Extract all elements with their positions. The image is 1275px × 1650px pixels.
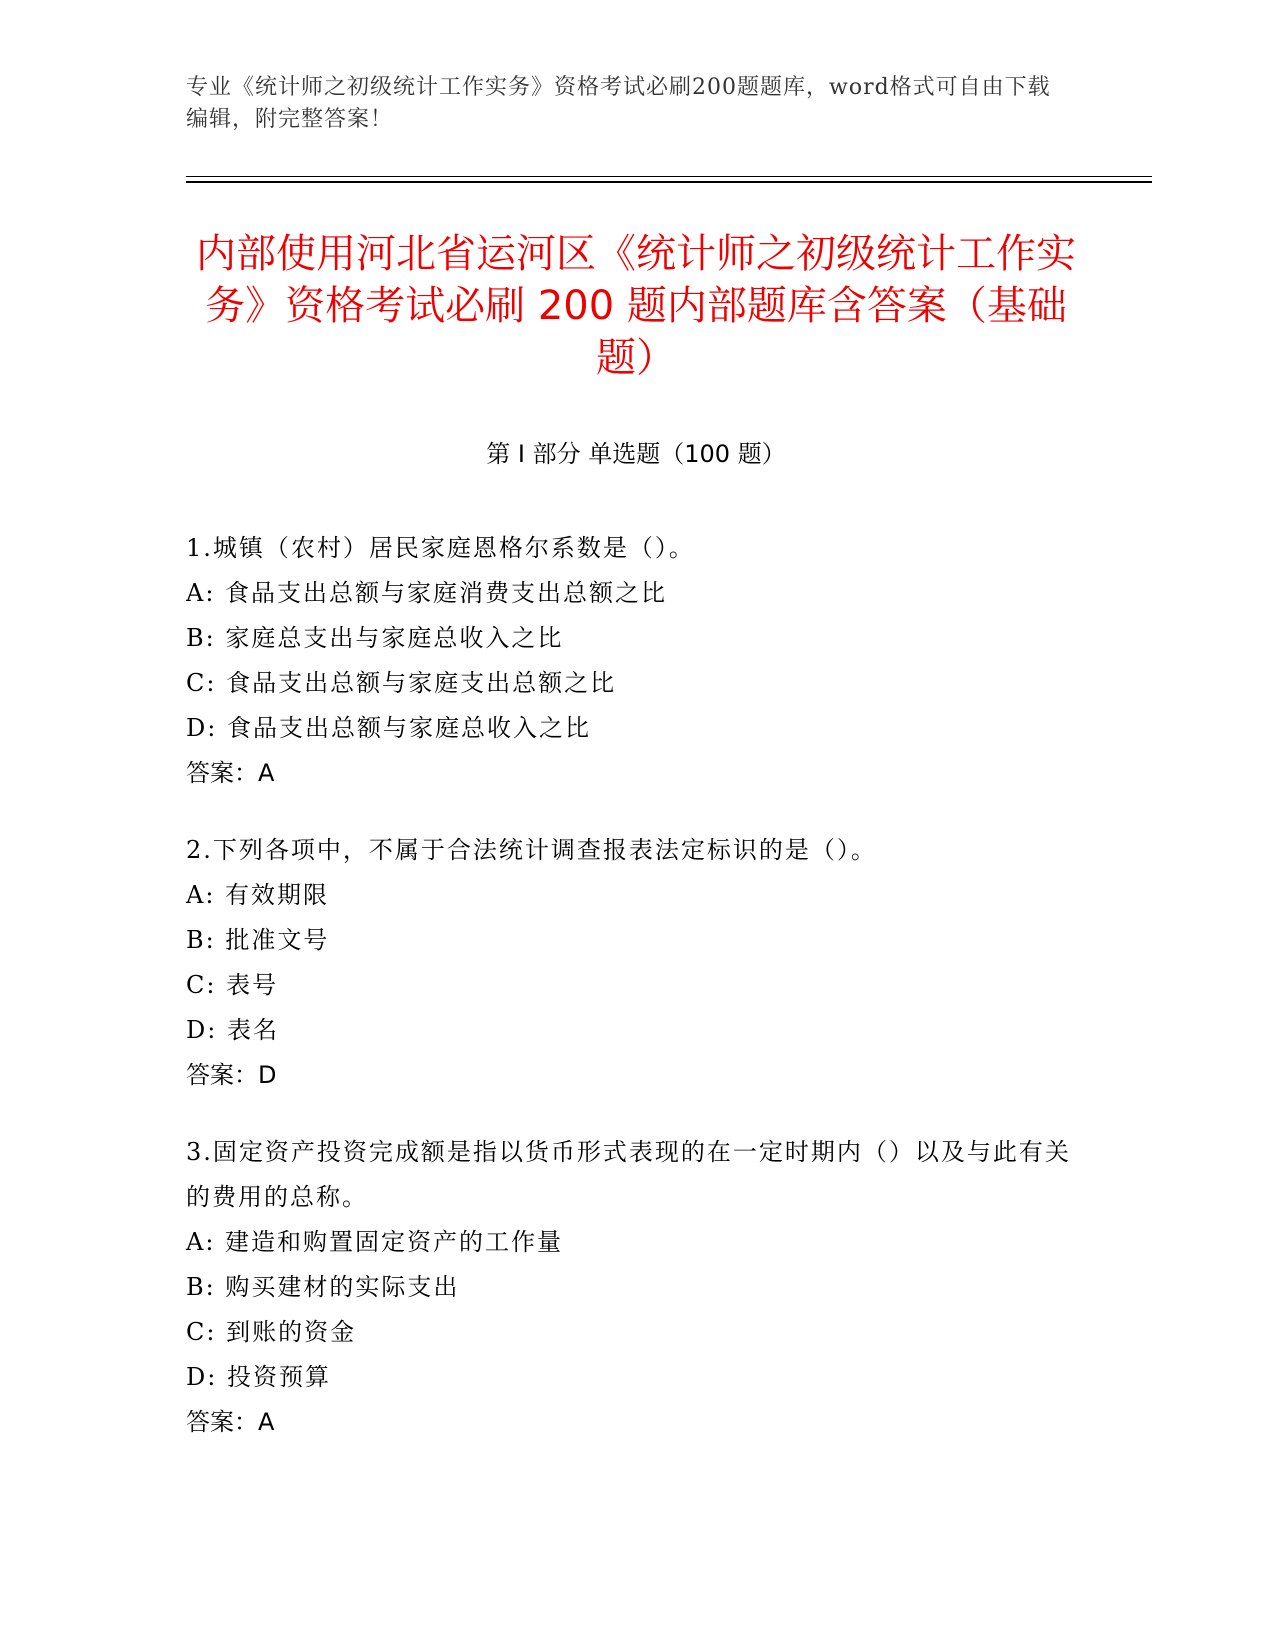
- header-divider-thick: [186, 181, 1152, 183]
- option-b: B: 家庭总支出与家庭总收入之比: [186, 624, 564, 652]
- answer-line: 答案：D: [186, 1061, 277, 1089]
- question-1: [186, 526, 1076, 796]
- question-stem: 1.城镇（农村）居民家庭恩格尔系数是（）。: [186, 534, 695, 562]
- document-title: 内部使用河北省运河区《统计师之初级统计工作实务》资格考试必刷 200 题内部题库含答案（基础题）: [196, 231, 1076, 381]
- question-2: [186, 828, 1076, 1098]
- section-heading: 第 I 部分 单选题（100 题）: [486, 440, 786, 468]
- question-stem: 3.固定资产投资完成额是指以货币形式表现的在一定时期内（）以及与此有关的费用的总称。: [186, 1138, 1071, 1211]
- option-b: B: 批准文号: [186, 926, 330, 954]
- answer-line: 答案：A: [186, 759, 275, 787]
- header-divider-thin: [186, 176, 1152, 177]
- option-b: B: 购买建材的实际支出: [186, 1273, 460, 1301]
- option-d: D: 投资预算: [186, 1363, 331, 1391]
- option-c: C: 食品支出总额与家庭支出总额之比: [186, 669, 617, 697]
- option-d: D: 表名: [186, 1016, 279, 1044]
- option-a: A: 建造和购置固定资产的工作量: [186, 1228, 564, 1256]
- option-a: A: 食品支出总额与家庭消费支出总额之比: [186, 579, 668, 607]
- question-stem: 2.下列各项中，不属于合法统计调查报表法定标识的是（）。: [186, 836, 877, 864]
- question-list: [186, 526, 1076, 1477]
- header-note: 专业《统计师之初级统计工作实务》资格考试必刷200题题库，word格式可自由下载编辑，附完整答案！: [186, 75, 1051, 132]
- answer-line: 答案：A: [186, 1408, 275, 1436]
- option-c: C: 到账的资金: [186, 1318, 357, 1346]
- question-3: [186, 1130, 1076, 1445]
- option-c: C: 表号: [186, 971, 279, 999]
- option-a: A: 有效期限: [186, 881, 330, 909]
- option-d: D: 食品支出总额与家庭总收入之比: [186, 714, 591, 742]
